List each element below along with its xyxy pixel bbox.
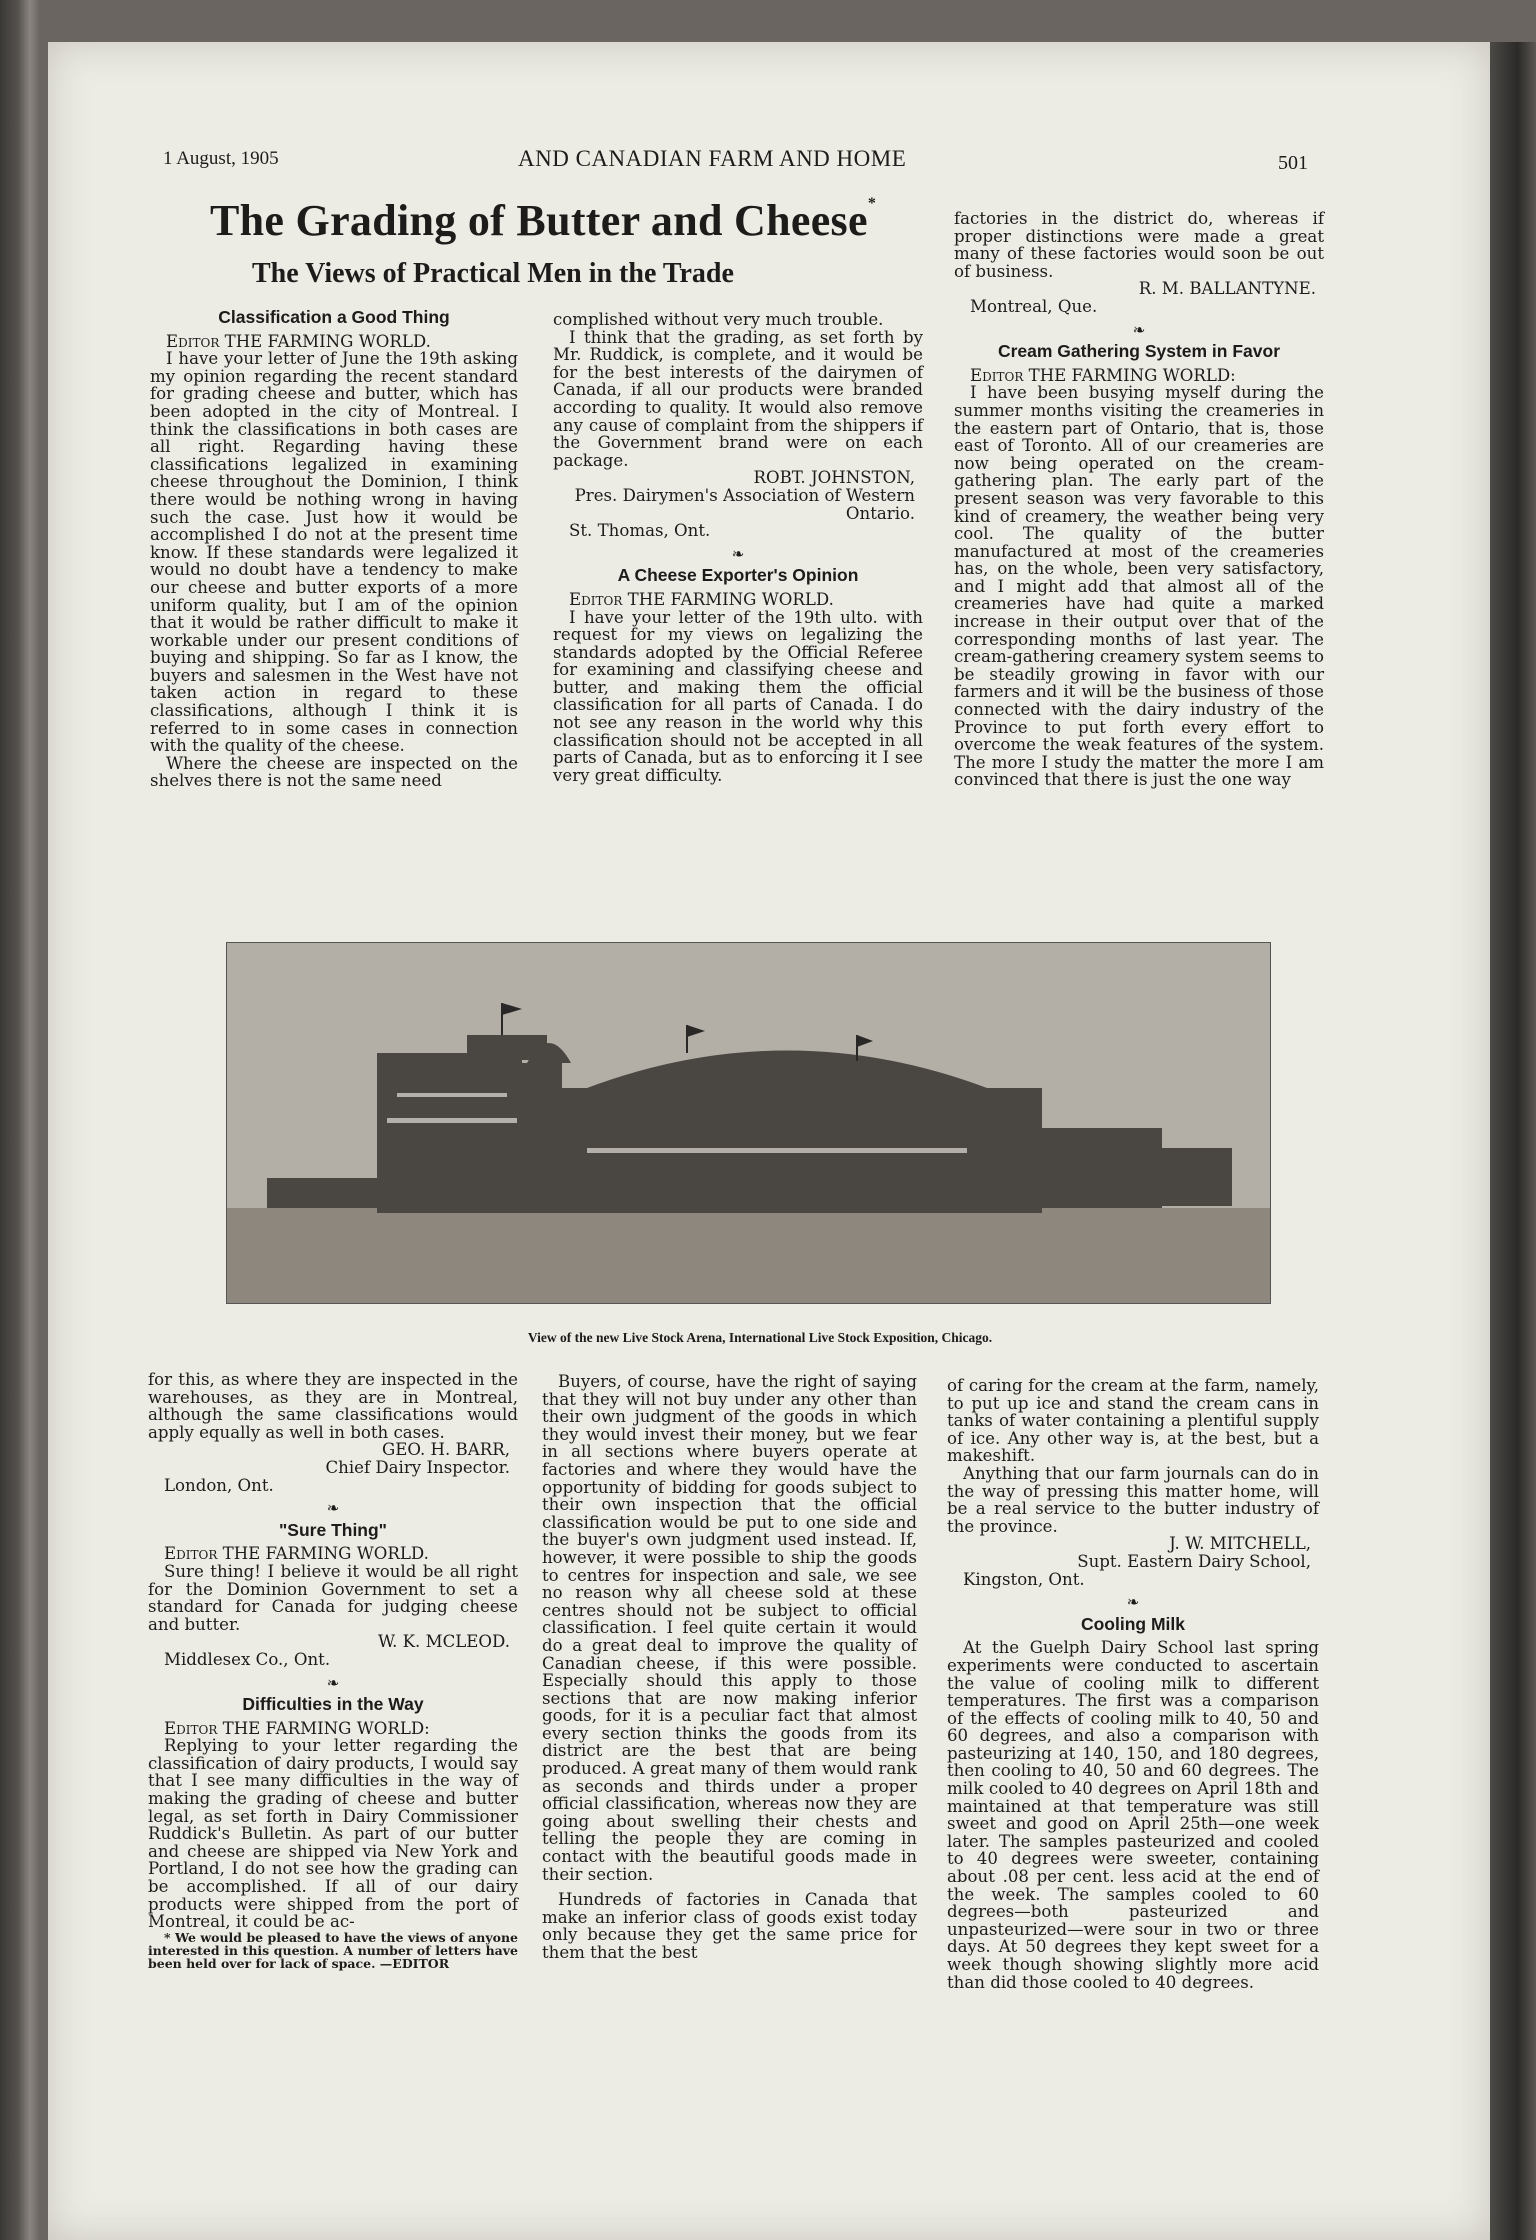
heading-difficulties: Difficulties in the Way <box>242 1694 424 1715</box>
letter-cream-cont: of caring for the cream at the farm, namely, to put up ice and stand the cream cans in tanks of water containing a plentiful supply of ice. Any other way is, at the best, but a makeshift. <box>947 1376 1319 1466</box>
letter-buyers-body-2: Hundreds of factories in Canada that make an inferior class of goods exist today only because they get the same price for them that the best <box>542 1890 917 1962</box>
column-1-top <box>150 307 518 790</box>
column-3-top <box>954 210 1324 789</box>
editor-salutation: Editor THE FARMING WORLD: <box>970 365 1236 385</box>
article-subtitle: The Views of Practical Men in the Trade <box>252 258 734 289</box>
photo-caption: View of the new Live Stock Arena, International Live Stock Exposition, Chicago. <box>527 1330 993 1345</box>
ornament-icon: ❧ <box>326 1499 340 1518</box>
letter-barr-body: I have your letter of June the 19th asking my opinion regarding the recent standard for grading cheese and butter, which has been adopted in the city of Montreal. I think the classifications in both cases are all right. Regarding having these classifications legalized in examining cheese throughout the Dominion, I think there would be nothing wrong in having such the case. Just how it would be accomplished I do not at the present time know. If these standards were legalized it would no doubt have a tendency to make our cheese and butter exports of a more uniform quality, but I am of the opinion that it would be rather difficult to make it workable under our present conditions of buying and shipping. So far as I know, the buyers and salesmen in the West have not taken action in regard to these classifications, although I think it is referred to in some cases in connection with the quality of the cheese. <box>150 349 518 756</box>
heading-classification: Classification a Good Thing <box>218 307 450 327</box>
place-ballantyne: Montreal, Que. <box>970 296 1098 316</box>
heading-cooling-milk: Cooling Milk <box>1080 1613 1186 1634</box>
column-2-bottom <box>542 1373 917 1962</box>
letter-buyers-body: Buyers, of course, have the right of saying that they will not buy under any other than their own judgment of the goods in which they would invest their money, but we fear in all sections where buyers operate at factories and where they would have the opportunity of bidding for goods subject to their own inspection that the official classification would be put to one side and the buyer's own judgment used instead. If, however, it were possible to ship the goods to centres for inspection and sale, we see no reason why all cheese sold at these centres should not be subject to official classification. I feel quite certain it would do a great deal to improve the quality of Canadian cheese, if this were possible. Especially should this apply to those sections that are now making inferior goods, for it is a peculiar fact that almost every section thinks the goods from its district are the best that are being produced. A great many of them would rank as seconds and thirds under a proper official classification, whereas now they are going about swelling their chests and telling the people they are coming in contact with the beautiful goods made in their section. <box>542 1372 917 1884</box>
signature-mcleod: W. K. MCLEOD. <box>377 1632 510 1652</box>
heading-sure-thing: "Sure Thing" <box>279 1519 387 1540</box>
letter-barr-body-2: Where the cheese are inspected on the shelves there is not the same need <box>150 753 518 791</box>
article-title: The Grading of Butter and Cheese* <box>210 195 877 245</box>
column-2-top <box>553 311 923 784</box>
ornament-icon: ❧ <box>1132 320 1146 339</box>
masthead: AND CANADIAN FARM AND HOME <box>518 146 907 171</box>
live-stock-arena-photo <box>226 942 1271 1304</box>
place-mcleod: Middlesex Co., Ont. <box>164 1649 331 1669</box>
heading-exporter: A Cheese Exporter's Opinion <box>617 565 859 586</box>
ornament-icon: ❧ <box>326 1673 340 1692</box>
editor-salutation: Editor THE FARMING WORLD: <box>164 1718 430 1738</box>
column-1-bottom <box>148 1371 518 1970</box>
ornament-icon: ❧ <box>1126 1593 1140 1612</box>
editor-footnote: * We would be pleased to have the views of anyone interested in this question. A number of letters have been held over for lack of space. —EDITOR <box>148 1929 518 1971</box>
page-number: 501 <box>1278 152 1308 174</box>
letter-johnston-start: complished without very much trouble. <box>553 310 884 329</box>
signature-barr-title: Chief Dairy Inspector. <box>325 1457 510 1477</box>
place-mitchell: Kingston, Ont. <box>963 1569 1085 1589</box>
heading-cream: Cream Gathering System in Favor <box>997 341 1281 362</box>
editor-salutation: Editor THE FARMING WORLD. <box>166 331 431 351</box>
letter-sure-body: Sure thing! I believe it would be all right for the Dominion Government to set a standard for Canada for judging cheese and butter. <box>148 1561 518 1634</box>
letter-cream-body: I have been busying myself during the summer months visiting the creameries in the eastern part of Ontario, that is, those east of Toronto. All of our creameries are now being operated on the cream-gathering plan. The early part of the present season was very favorable to this kind of creamery, the weather being very cool. The quality of the butter manufactured at most of the creameries has, on the whole, been very satisfactory, and I might add that almost all of the creameries have had quite a marked increase in their output over that of the corresponding months of last year. The cream-gathering creamery system seems to be steadily growing in favor with our farmers and it will be the business of those connected with the dairy industry of the Province to put forth every effort to overcome the weak features of the system. The more I study the matter the more I am convinced that there is just the one way <box>954 383 1324 790</box>
article-cooling-body: At the Guelph Dairy School last spring experiments were conducted to ascertain the value of cooling milk to different temperatures. The first was a comparison of the effects of cooling milk to 40, 50 and 60 degrees, and also a comparison with pasteurizing at 140, 150, and 180 degrees, then cooling to 40, 50 and 60 degrees. The milk cooled to 40 degrees on April 18th and maintained at that temperature was still sweet and good on April 25th—one week later. The samples pasteurized and cooled to 40 degrees were sweeter, containing about .08 per cent. less acid at the end of the week. The samples cooled to 60 degrees—both pasteurized and unpasteurized—were sour in two or three days. At 50 degrees they kept sweet for a week though showing slightly more acid than did those cooled to 40 degrees. <box>947 1638 1319 1992</box>
letter-exporter-body: I have your letter of the 19th ulto. with request for my views on legalizing the standards adopted by the Official Referee for examining and classifying cheese and butter, and making them the official classification for all parts of Canada. I do not see any reason in the world why this classification should not be accepted in all parts of Canada, but as to enforcing it I see very great difficulty. <box>553 607 923 785</box>
signature-johnston: ROBT. JOHNSTON, <box>753 468 915 488</box>
editor-salutation: Editor THE FARMING WORLD. <box>164 1544 429 1564</box>
signature-mitchell-title: Supt. Eastern Dairy School, <box>1077 1551 1311 1571</box>
place-johnston: St. Thomas, Ont. <box>569 521 711 541</box>
signature-ballantyne: R. M. BALLANTYNE. <box>1138 279 1316 299</box>
letter-cream-body-2: Anything that our farm journals can do in the way of pressing this matter home, will be a real service to the butter industry of the province. <box>947 1463 1319 1536</box>
ornament-icon: ❧ <box>731 544 745 563</box>
letter-difficulties-body: Replying to your letter regarding the classification of dairy products, I would say that I see many difficulties in the way of making the grading of cheese and butter legal, as set forth in Dairy Commissioner Ruddick's Bulletin. As part of our butter and cheese are shipped via New York and Portland, I do not see how the grading can be accomplished. If all of our dairy products were shipped from the port of Montreal, it could be ac- <box>148 1736 518 1932</box>
letter-johnston-body: I think that the grading, as set forth by Mr. Ruddick, is complete, and it would be for the best interests of the dairymen of Canada, if all our products were branded according to quality. It would also remove any cause of complaint from the shippers if the Government brand were on each package. <box>553 327 923 470</box>
title-footnote-mark: * <box>867 195 877 212</box>
letter-exporter-cont: factories in the district do, whereas if proper distinctions were made a great many of these factories would soon be out of business. <box>954 209 1324 281</box>
column-3-bottom <box>947 1377 1319 1991</box>
arena-illustration <box>227 943 1270 1303</box>
signature-johnston-title: Pres. Dairymen's Association of Western Ontario. <box>574 485 915 523</box>
letter-barr-cont: for this, as where they are inspected in the warehouses, as they are in Montreal, although the same classifications would apply equally as well in both cases. <box>148 1370 518 1442</box>
signature-barr: GEO. H. BARR, <box>381 1440 510 1460</box>
signature-mitchell: J. W. MITCHELL, <box>1169 1534 1311 1554</box>
editor-salutation: Editor THE FARMING WORLD. <box>569 589 834 609</box>
issue-date: 1 August, 1905 <box>163 148 279 169</box>
place-barr: London, Ont. <box>164 1475 274 1495</box>
